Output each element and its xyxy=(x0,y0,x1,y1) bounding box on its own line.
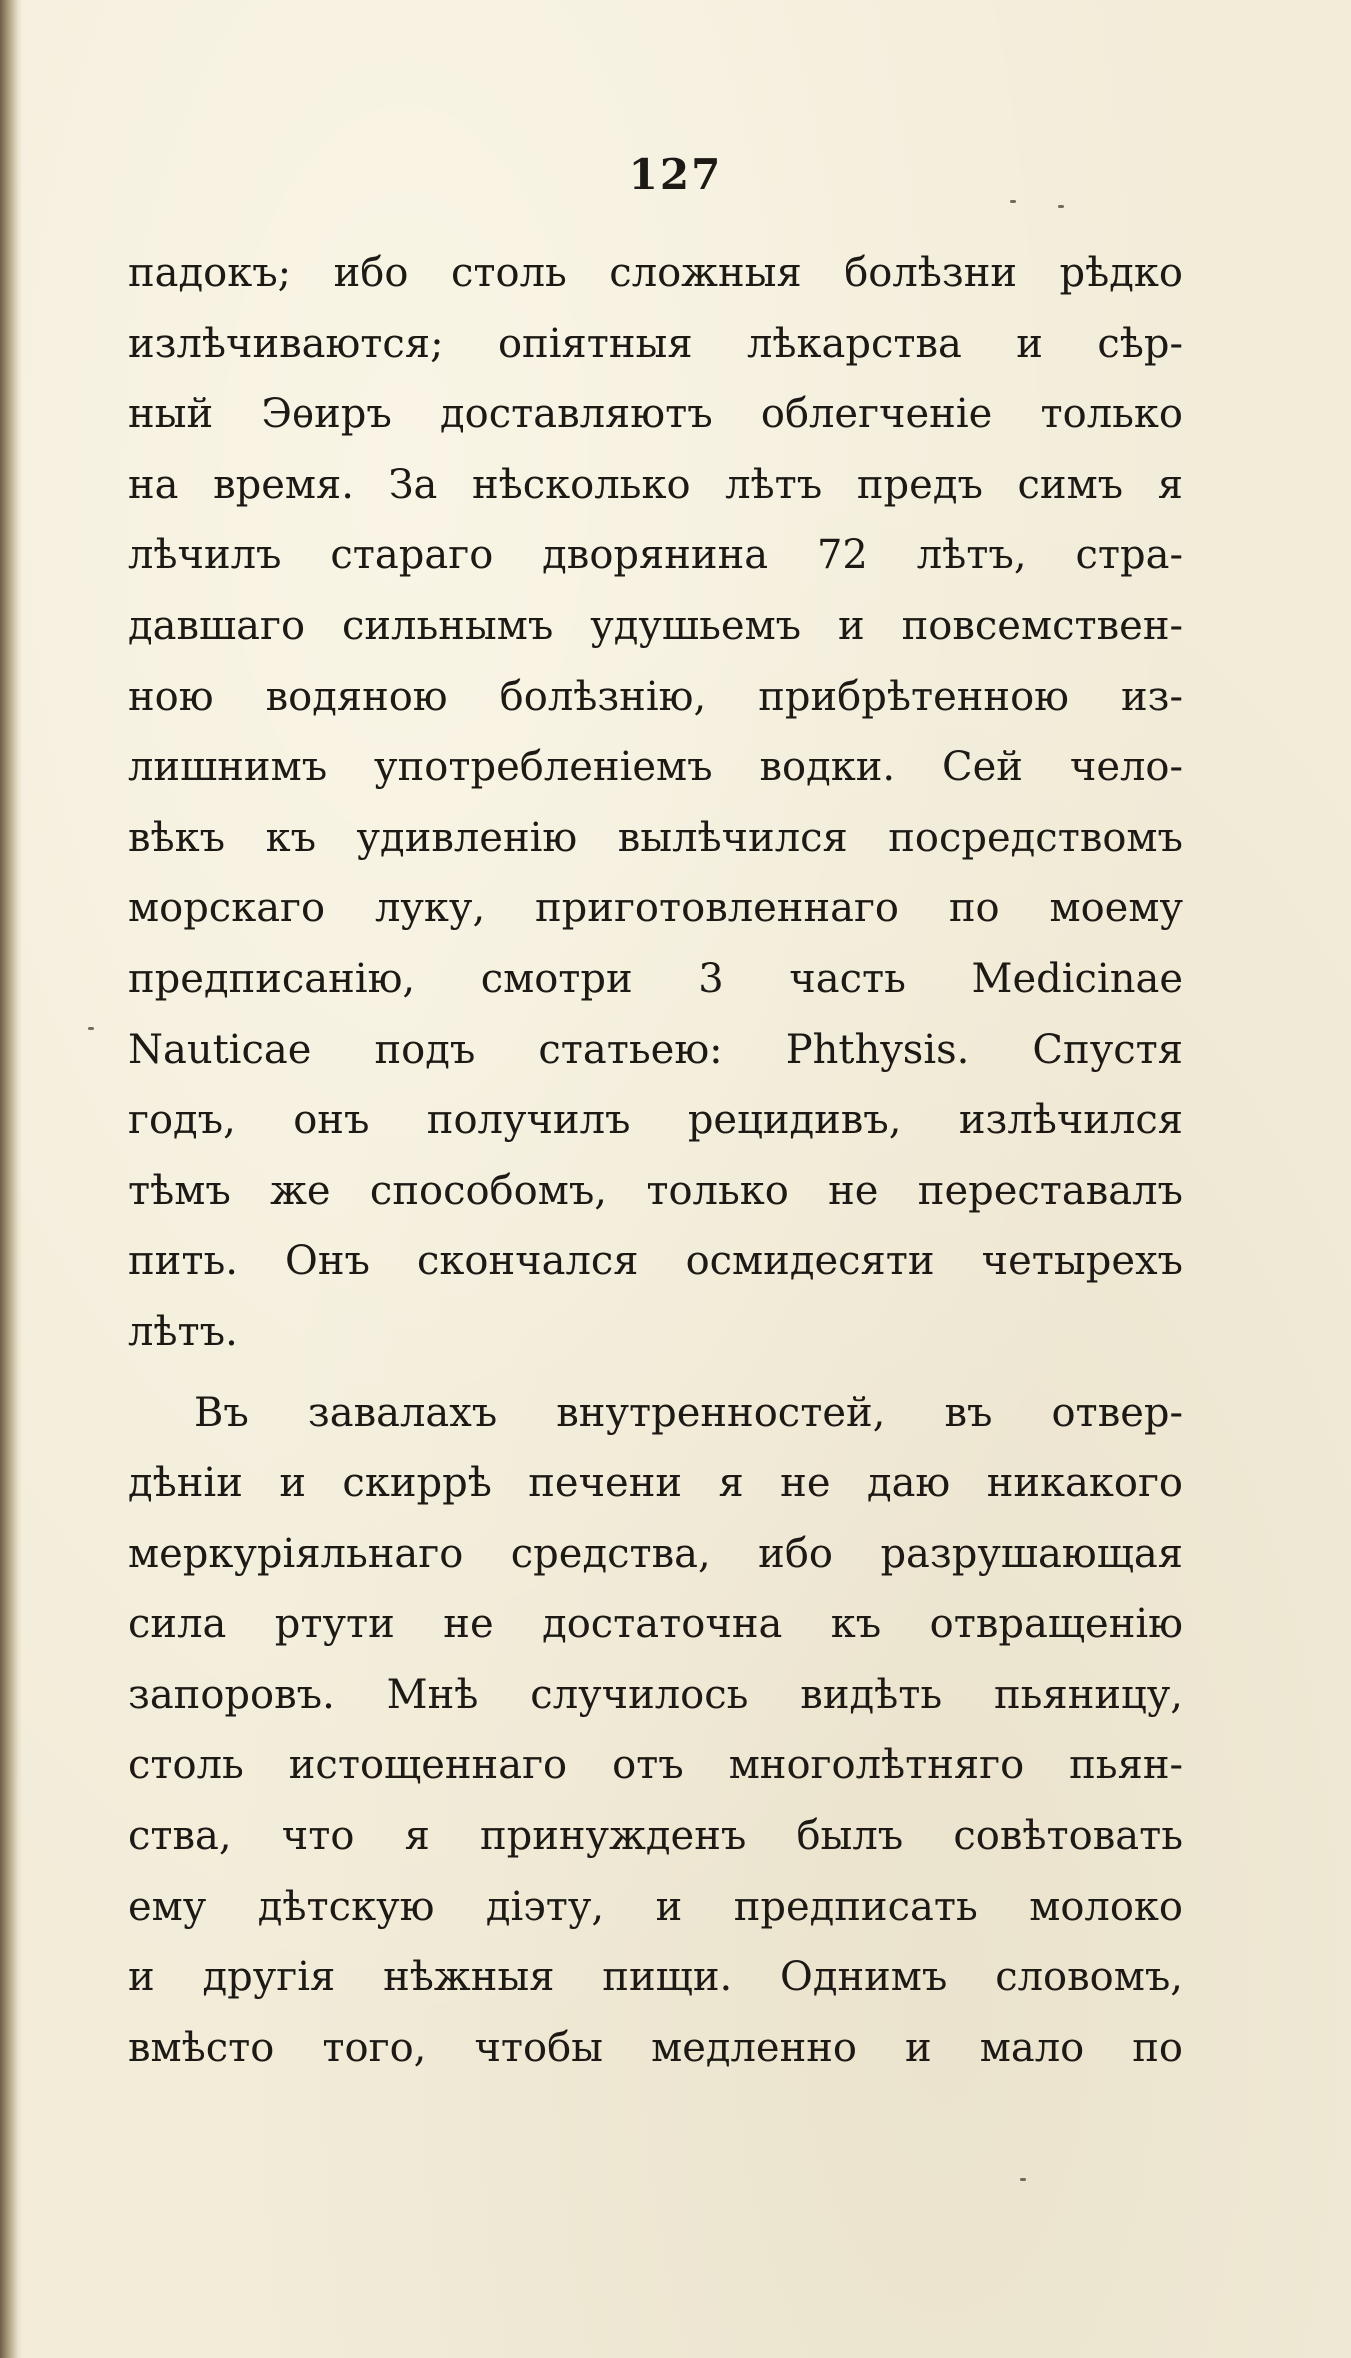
text-line: на время. За нѣсколько лѣтъ предъ симъ я xyxy=(128,461,1183,508)
text-line: сила ртути не достаточна къ отвращенiю xyxy=(128,1601,1183,1648)
text-line: пить. Онъ скончался осмидесяти четырехъ xyxy=(128,1238,1183,1285)
ink-speck xyxy=(1058,205,1064,208)
text-line: ною водяною болѣзнiю, прибрѣтенною из- xyxy=(128,673,1183,720)
text-line: тѣмъ же способомъ, только не переставалъ xyxy=(128,1167,1183,1214)
text-line: лѣчилъ стараго дворянина 72 лѣтъ, стра- xyxy=(128,532,1183,579)
text-line: Въ завалахъ внутренностей, въ отвер- xyxy=(194,1389,1183,1436)
text-line: излѣчиваются; опiятныя лѣкарства и сѣр- xyxy=(128,320,1183,367)
paragraph-gap xyxy=(128,1368,1183,1378)
text-line: и другiя нѣжныя пищи. Однимъ словомъ, xyxy=(128,1954,1183,2001)
ink-speck xyxy=(88,1027,94,1030)
body-text xyxy=(128,238,1183,2083)
text-line: ный Эѳиръ доставляютъ облегченiе только xyxy=(128,391,1183,438)
text-line: меркурiяльнаго средства, ибо разрушающая xyxy=(128,1530,1183,1577)
text-line: предписанiю, смотри 3 часть Medicinae xyxy=(128,955,1183,1002)
ink-speck xyxy=(1010,200,1016,203)
text-line: лѣтъ. xyxy=(128,1308,238,1355)
text-line: запоровъ. Мнѣ случилось видѣть пьяницу, xyxy=(128,1671,1183,1718)
text-line: столь истощеннаго отъ многолѣтняго пьян- xyxy=(128,1742,1183,1789)
text-line: морскаго луку, приготовленнаго по моему xyxy=(128,885,1183,932)
text-line: вмѣсто того, чтобы медленно и мало по xyxy=(128,2024,1183,2071)
text-line: дѣнiи и скиррѣ печени я не даю никакого xyxy=(128,1460,1183,1507)
text-line: Nauticae подъ статьею: Phthysis. Спустя xyxy=(128,1026,1183,1073)
page-binding-edge xyxy=(0,0,22,2358)
text-line: падокъ; ибо столь сложныя болѣзни рѣдко xyxy=(128,250,1183,296)
text-line: ства, что я принужденъ былъ совѣтовать xyxy=(128,1813,1183,1860)
text-line: годъ, онъ получилъ рецидивъ, излѣчился xyxy=(128,1097,1183,1144)
text-line: ему дѣтскую дiэту, и предписать молоко xyxy=(128,1883,1183,1930)
page-number: 127 xyxy=(628,150,723,199)
text-line: давшаго сильнымъ удушьемъ и повсемствен- xyxy=(128,602,1183,649)
ink-speck xyxy=(1020,2178,1026,2181)
text-line: лишнимъ употребленiемъ водки. Сей чело- xyxy=(128,744,1183,791)
text-line: вѣкъ къ удивленiю вылѣчился посредствомъ xyxy=(128,814,1183,861)
